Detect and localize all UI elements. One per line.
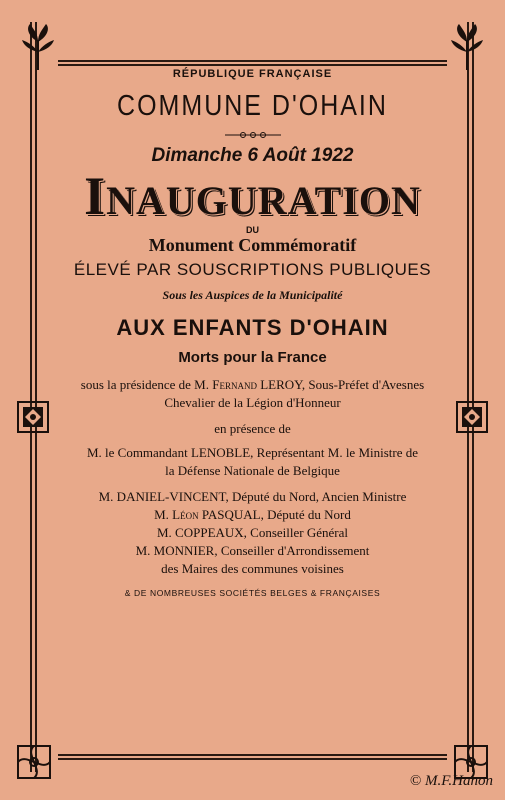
inauguration-title bbox=[60, 166, 445, 226]
monnier-line: M. MONNIER, Conseiller d'Arrondissement bbox=[135, 543, 370, 558]
legion-line: Chevalier de la Légion d'Honneur bbox=[164, 395, 341, 410]
maires-line: des Maires des communes voisines bbox=[161, 561, 344, 576]
copyright-watermark: © M.F.Hanon bbox=[409, 773, 493, 789]
pasqual-firstname: Léon bbox=[172, 507, 199, 522]
souscriptions-line: ÉLEVÉ PAR SOUSCRIPTIONS PUBLIQUES bbox=[73, 260, 432, 279]
republique-heading: RÉPUBLIQUE FRANÇAISE bbox=[172, 68, 333, 80]
presidence-prefix: sous la présidence de M. bbox=[80, 377, 209, 392]
presidence-firstname: Fernand bbox=[212, 377, 257, 392]
inauguration-initial: I bbox=[84, 166, 107, 226]
poster-content bbox=[60, 60, 445, 598]
frame-bottom-rule bbox=[58, 754, 447, 760]
knot-ornament-icon bbox=[14, 742, 54, 782]
tile-ornament-icon bbox=[16, 400, 50, 434]
commandant-line-2: la Défense Nationale de Belgique bbox=[165, 463, 340, 478]
coppeaux-line: M. COPPEAUX, Conseiller Général bbox=[156, 525, 348, 540]
leaf-ornament-icon bbox=[447, 22, 487, 72]
leaf-ornament-icon bbox=[18, 22, 58, 72]
presence-intro: en présence de bbox=[214, 421, 291, 436]
inauguration-rest: NAUGURATION bbox=[106, 178, 421, 223]
dedication-heading: AUX ENFANTS D'OHAIN bbox=[116, 315, 389, 340]
morts-line: Morts pour la France bbox=[178, 349, 327, 366]
pasqual-rest: PASQUAL, Député du Nord bbox=[201, 507, 351, 522]
presidence-surname: LEROY, Sous-Préfet d'Avesnes bbox=[260, 377, 425, 392]
frame-right-rule bbox=[467, 22, 475, 772]
event-date: Dimanche 6 Août 1922 bbox=[151, 145, 354, 166]
divider-ornament-icon bbox=[223, 131, 283, 139]
presidence-line bbox=[60, 376, 445, 394]
commandant-line-1: M. le Commandant LENOBLE, Représentant M. le Ministre de bbox=[86, 445, 419, 460]
daniel-vincent-line: M. DANIEL-VINCENT, Député du Nord, Ancien Ministre bbox=[98, 489, 407, 504]
auspices-line: Sous les Auspices de la Municipalité bbox=[162, 288, 343, 302]
frame-left-rule bbox=[30, 22, 38, 772]
du-label: DU bbox=[246, 225, 259, 235]
societes-line: & DE NOMBREUSES SOCIÉTÉS BELGES & FRANÇAISES bbox=[124, 588, 381, 598]
tile-ornament-icon bbox=[455, 400, 489, 434]
pasqual-prefix: M. bbox=[154, 507, 169, 522]
monument-line: Monument Commémoratif bbox=[148, 235, 357, 255]
pasqual-line bbox=[60, 506, 445, 524]
commune-title: COMMUNE D'OHAIN bbox=[117, 89, 388, 123]
